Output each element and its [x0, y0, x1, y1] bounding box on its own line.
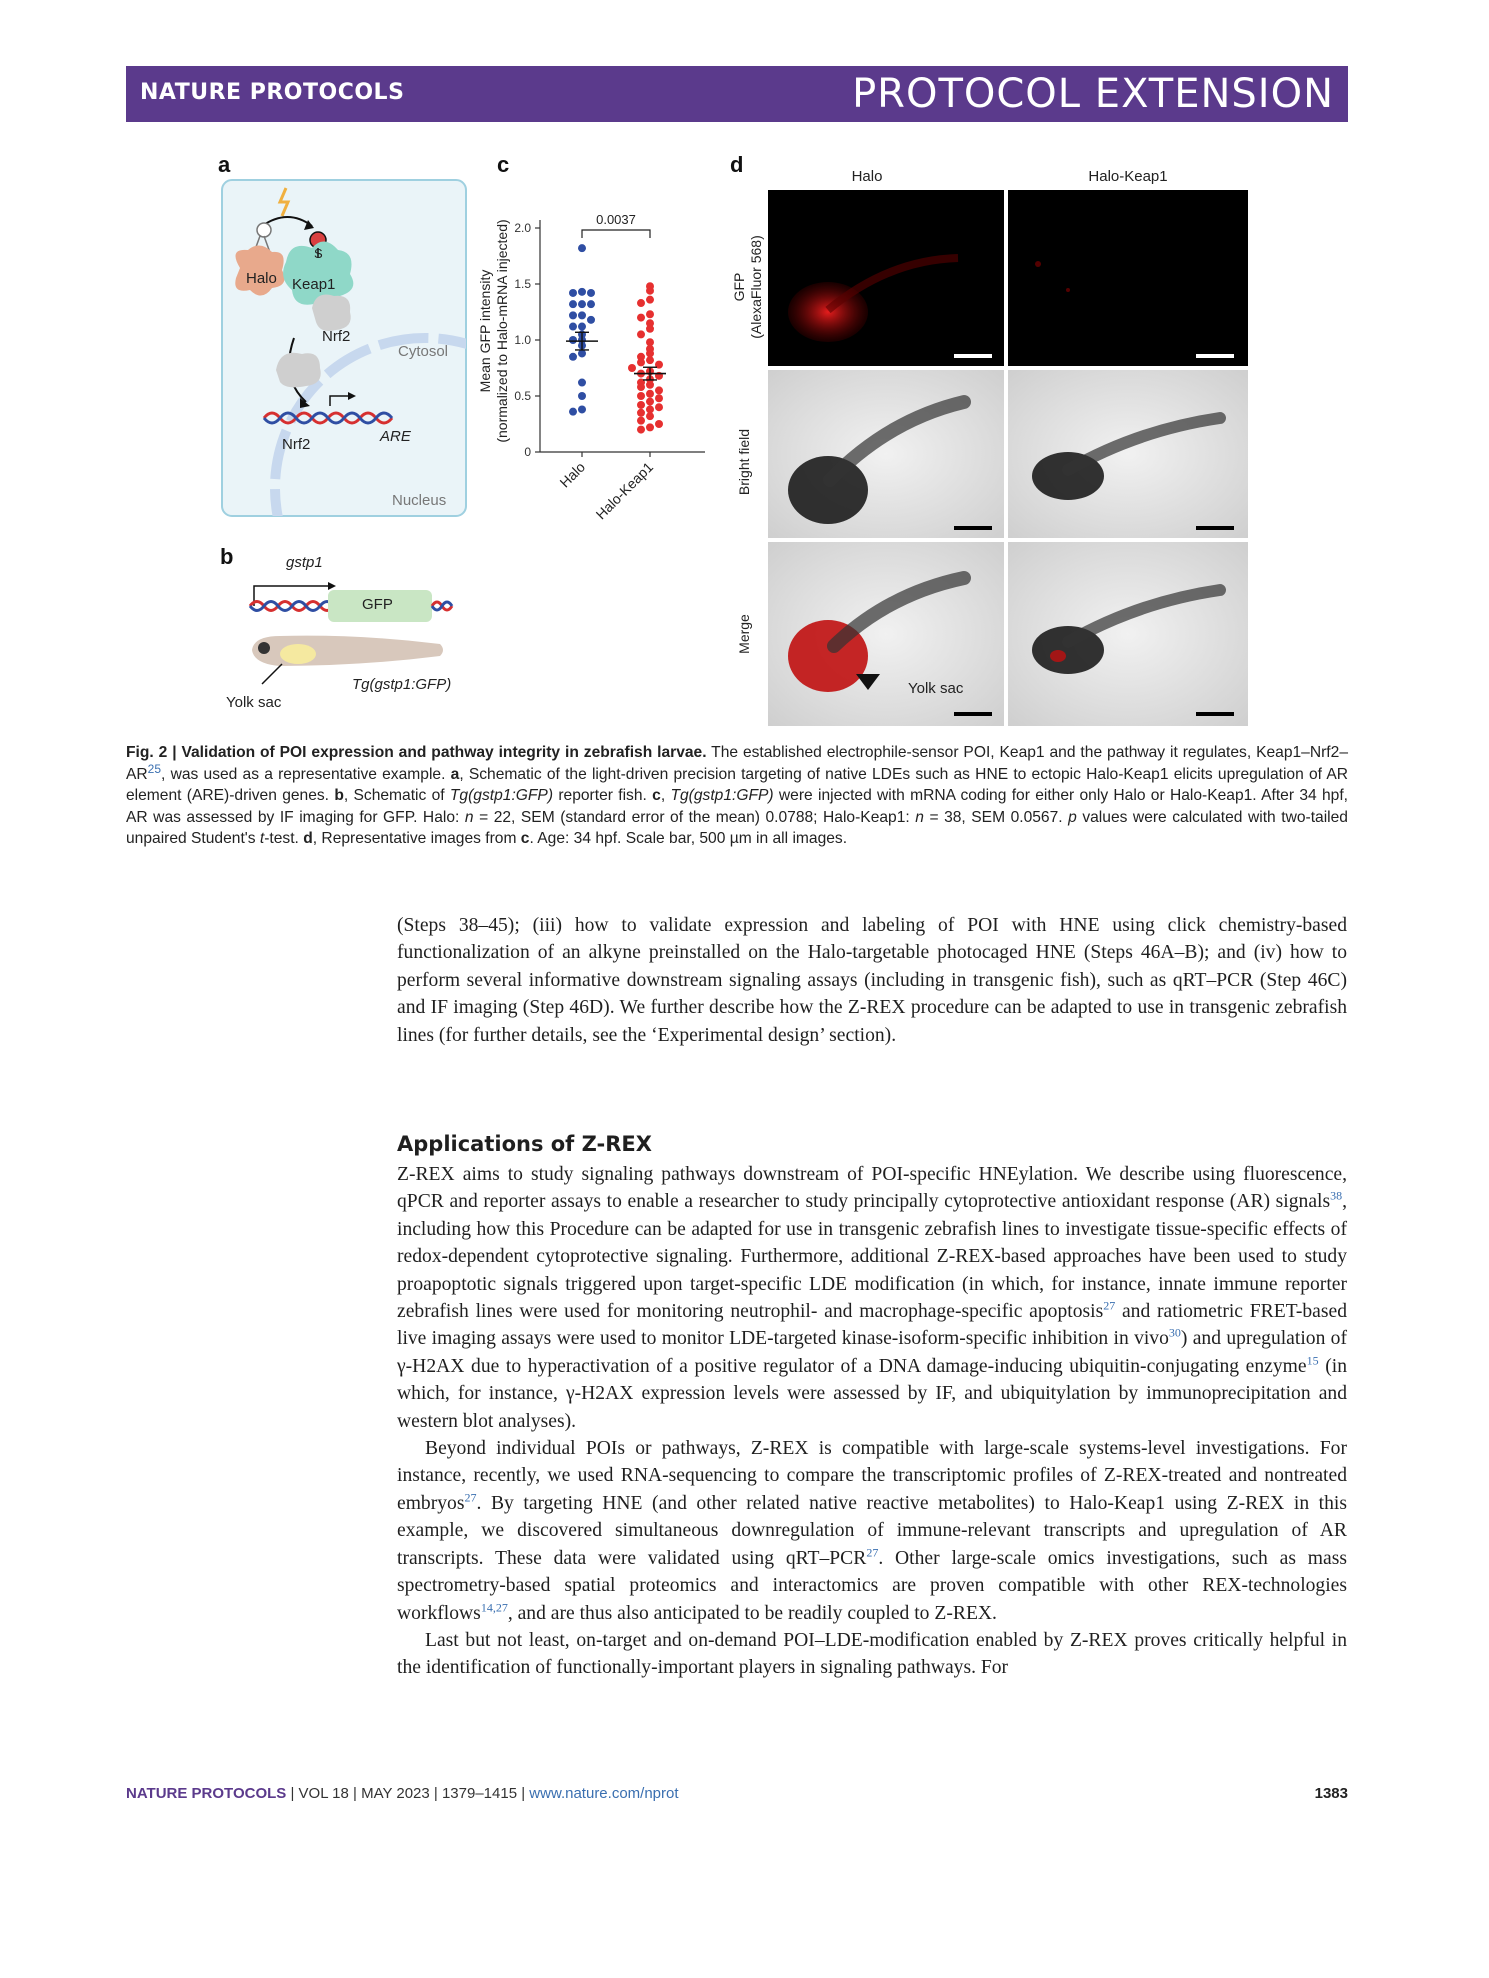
data-point [646, 412, 654, 420]
section-heading: Applications of Z-REX [397, 1132, 652, 1156]
data-point [646, 296, 654, 304]
panel-a-nrf2-nucleus-label: Nrf2 [282, 436, 311, 453]
data-point [587, 300, 595, 308]
y-tick-label: 1.5 [514, 277, 531, 291]
data-point [637, 383, 645, 391]
data-point [578, 244, 586, 252]
gfp-halo-keap1-image [1008, 190, 1248, 366]
caption-italic: Tg(gstp1:GFP) [670, 787, 774, 804]
reference-link[interactable]: 15 [1306, 1353, 1319, 1368]
data-point [646, 398, 654, 406]
caption-text: , Schematic of [343, 787, 450, 804]
data-point [646, 423, 654, 431]
row-gfp-line1: GFP [731, 272, 747, 302]
caption-panel-ref: a [450, 765, 460, 783]
panel-a-s-label: S [314, 246, 323, 261]
applications-section [397, 1161, 1347, 1682]
caption-italic: t [259, 830, 265, 847]
caption-text: . Age: 34 hpf. Scale bar, 500 µm in all images. [529, 830, 848, 847]
caption-text: , was used as a representative example. [161, 765, 451, 783]
p-value-label: 0.0037 [596, 212, 636, 227]
panel-b-schematic [240, 570, 470, 690]
panel-c-label: c [497, 152, 510, 177]
caption-italic: p [1068, 808, 1077, 826]
data-point [569, 408, 577, 416]
data-point [646, 390, 654, 398]
panel-d-col-halo: Halo [851, 168, 883, 185]
figure-caption [126, 742, 1348, 850]
caption-text: The established electrophile-sensor POI, Keap1 and the pathway it regulates, Keap1–Nrf2–AR [126, 744, 1348, 783]
intro-paragraph: (Steps 38–45); (iii) how to validate expression and labeling of POI with HNE using click chemistry-based functionalization of an alkyne preinstalled on the Halo-targetable photocaged HNE (Steps 46A–B); and (iv) how to perform several informative downstream signaling assays (including in transgenic fish), such as qRT–PCR (Step 46C) and IF imaging (Step 46D). We further describe how the Z-REX procedure can be adapted to use in transgenic zebrafish lines (for further details, see the ‘Experimental design’ section). [397, 915, 1347, 1046]
page-number: 1383 [1314, 1785, 1348, 1802]
reference-link[interactable]: 27 [464, 1490, 477, 1505]
data-point [637, 409, 645, 417]
data-point [578, 288, 586, 296]
x-category-label: Halo [556, 458, 589, 491]
data-point [637, 426, 645, 434]
panel-d-label: d [730, 152, 744, 177]
reference-link[interactable]: 27 [866, 1545, 879, 1560]
data-point [637, 392, 645, 400]
chart-ylabel-line2: (normalized to Halo-mRNA injected) [494, 219, 510, 443]
caption-text: = 22, SEM (standard error of the mean) 0.0788; Halo-Keap1: [473, 808, 916, 826]
caption-text: = 38, SEM 0.0567. [923, 808, 1069, 826]
caption-text: were injected with mRNA coding for either only Halo or Halo-Keap1. After 34 hpf, AR was assessed by IF imaging for GFP. Halo: [126, 787, 1348, 826]
data-point [578, 405, 586, 413]
caption-panel-ref: d [303, 830, 313, 847]
data-point [578, 392, 586, 400]
panel-b-gene-label: gstp1 [286, 554, 323, 571]
data-point [655, 386, 663, 394]
caption-italic: n [915, 808, 924, 826]
footer-url-link[interactable]: www.nature.com/nprot [529, 1785, 679, 1802]
data-point [587, 289, 595, 297]
paragraph-3: Last but not least, on-target and on-demand POI–LDE-modification enabled by Z-REX proves critically helpful in the identification of functionally-important players in signaling pathways. For [397, 1629, 1347, 1679]
data-point [637, 401, 645, 409]
panel-a-keap1-label: Keap1 [292, 276, 336, 293]
x-category-label: Halo-Keap1 [592, 458, 657, 523]
footer-journal: NATURE PROTOCOLS [126, 1785, 287, 1802]
caption-italic: n [464, 808, 474, 826]
caption-text: values were calculated with two-tailed unpaired Student's [126, 808, 1348, 847]
footer-volume: | VOL 18 | MAY 2023 | 1379–1415 | [286, 1785, 530, 1802]
panel-d-row-merge-label: Merge [736, 614, 752, 654]
caption-text: , Representative images from [312, 830, 521, 847]
caption-italic: Tg(gstp1:GFP) [449, 787, 554, 804]
data-point [587, 316, 595, 324]
caption-panel-ref: c [520, 830, 530, 847]
y-tick-label: 0 [524, 445, 531, 459]
reference-link[interactable]: 27 [1103, 1298, 1116, 1313]
caption-ref[interactable]: 25 [147, 761, 162, 776]
data-point [655, 394, 663, 402]
bright-halo-keap1-image [1008, 370, 1248, 538]
data-point [637, 417, 645, 425]
caption-panel-ref: b [334, 787, 344, 804]
reference-link[interactable]: 30 [1168, 1325, 1181, 1340]
panel-c-chart [490, 190, 720, 600]
y-tick-label: 0.5 [514, 389, 531, 403]
caption-text: reporter fish. [553, 787, 653, 804]
journal-name: NATURE PROTOCOLS [140, 80, 405, 105]
data-point [646, 381, 654, 389]
paragraph-1: Z-REX aims to study signaling pathways downstream of POI-specific HNEylation. We describe using fluorescence, qPCR and reporter assays to enable a researcher to study principally cytoprotective antioxidant response (AR) signals$^{38}$, including how this Procedure can be adapted for use in transgenic zebrafish lines to investigate tissue-specific effects of redox-dependent cytoprotective signaling. Furthermore, additional Z-REX-based approaches have been used to study proapoptotic signals triggered upon target-specific LDE modification (in which, for instance, innate immune reporter zebrafish lines were used for monitoring neutrophil- and macrophage-specific apoptosis$^{27}$ and ratiometric FRET-based live imaging assays were used to monitor LDE-targeted kinase-isoform-specific inhibition in vivo$^{30}$) and upregulation of γ-H2AX due to hyperactivation of a positive regulator of a DNA damage-inducing ubiquitin-conjugating enzyme$^{15}$ (in which, for instance, γ-H2AX expression levels were assessed by IF, and ubiquitylation by immunoprecipitation and western blot analyses). [397, 1164, 1347, 1432]
data-point [637, 299, 645, 307]
row-gfp-line2: (AlexaFluor 568) [748, 235, 764, 339]
data-point [637, 314, 645, 322]
panel-a-label: a [218, 152, 231, 177]
panel-d-image-grid [768, 190, 1248, 726]
panel-b-gfp-label: GFP [362, 596, 393, 613]
caption-title: Fig. 2 | Validation of POI expression and pathway integrity in zebrafish larvae. [126, 744, 707, 761]
data-point [628, 364, 636, 372]
panel-d-yolk-label: Yolk sac [908, 680, 964, 697]
y-tick-label: 1.0 [514, 333, 531, 347]
panel-a-halo-label: Halo [246, 270, 277, 287]
data-point [646, 356, 654, 364]
data-point [637, 330, 645, 338]
caption-panel-ref: c [652, 787, 661, 804]
figure [0, 0, 1489, 740]
footer-citation [126, 1785, 679, 1802]
panel-b-line-label: Tg(gstp1:GFP) [352, 676, 452, 693]
caption-text: , Schematic of the light-driven precision targeting of native LDEs such as HNE to ectopic Halo-Keap1 elicits upregulation of AR element (ARE)-driven genes. [126, 765, 1348, 804]
data-point [637, 358, 645, 366]
reference-link[interactable]: 14,27 [480, 1599, 508, 1614]
panel-d-row-bright-label: Bright field [736, 428, 752, 496]
data-point [655, 403, 663, 411]
reference-link[interactable]: 38 [1330, 1188, 1343, 1203]
data-point [578, 379, 586, 387]
y-tick-label: 2.0 [514, 221, 531, 235]
panel-a-are-label: ARE [380, 428, 411, 445]
panel-a-nucleus-label: Nucleus [392, 492, 447, 509]
data-point [646, 310, 654, 318]
article-type: PROTOCOL EXTENSION [852, 71, 1334, 117]
panel-b-yolk-label: Yolk sac [226, 694, 282, 711]
significance-bracket [582, 230, 650, 238]
chart-ylabel-line1: Mean GFP intensity [477, 269, 493, 393]
paragraph-2: Beyond individual POIs or pathways, Z-REX is compatible with large-scale systems-level investigations. For instance, recently, we used RNA-sequencing to compare the transcriptomic profiles of Z-REX-treated and nontreated embryos$^{27}$. By targeting HNE (and other related native reactive metabolites) to Halo-Keap1 using Z-REX in this example, we discovered simultaneous downregulation of immune-relevant transcripts and upregulation of AR transcripts. These data were validated using qRT–PCR$^{27}$. Other large-scale omics investigations, such as mass spectrometry-based spatial proteomics and interactomics are proven compatible with other REX-technologies workflows$^{14,27}$, and are thus also anticipated to be readily coupled to Z-REX. [397, 1438, 1347, 1624]
data-point [646, 287, 654, 295]
data-point [569, 289, 577, 297]
panel-a-cytosol-label: Cytosol [398, 343, 449, 360]
page-footer [126, 1785, 1348, 1809]
caption-text: -test. [264, 830, 304, 847]
caption-text: , [660, 787, 671, 804]
data-point [655, 420, 663, 428]
panel-a-nrf2-label: Nrf2 [322, 328, 351, 345]
panel-d-col-halo-keap1: Halo-Keap1 [1088, 168, 1168, 185]
data-point [646, 325, 654, 333]
panel-b-label: b [220, 544, 234, 569]
